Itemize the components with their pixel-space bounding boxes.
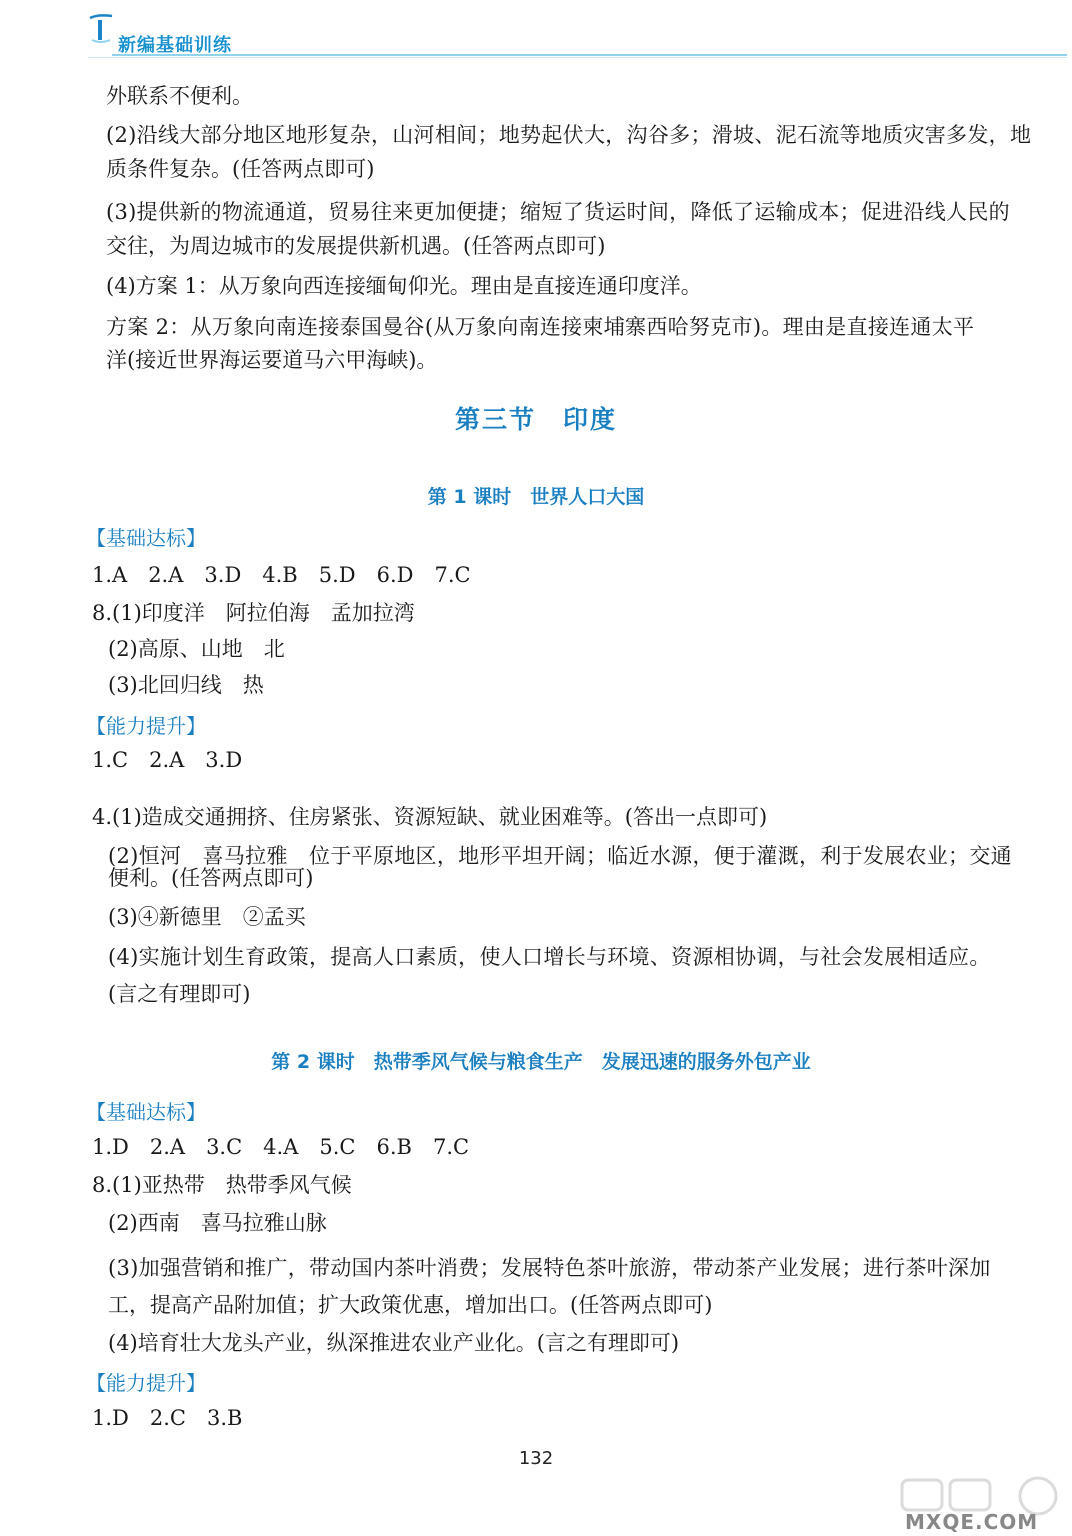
lesson-title: 第 1 课时 世界人口大国 <box>427 486 645 508</box>
ability-tag: 【能力提升】 <box>86 714 206 738</box>
page-number: 132 <box>518 1448 554 1469</box>
text-line: (2)沿线大部分地区地形复杂，山河相间；地势起伏大，沟谷多；滑坡、泥石流等地质灾害多发，地 <box>106 123 1032 147</box>
answer-line: 1.A 2.A 3.D 4.B 5.D 6.D 7.C <box>92 563 471 587</box>
answer-line: 4.(1)造成交通拥挤、住房紧张、资源短缺、就业困难等。(答出一点即可) <box>92 805 768 829</box>
text-line: 外联系不便利。 <box>106 84 253 108</box>
answer-line: 便利。(任答两点即可) <box>108 866 314 890</box>
answer-line: 1.C 2.A 3.D <box>92 748 243 772</box>
answer-line: (4)实施计划生育政策，提高人口素质，使人口增长与环境、资源相协调，与社会发展相适应。 <box>108 945 991 969</box>
answer-line: (4)培育壮大龙头产业，纵深推进农业产业化。(言之有理即可) <box>108 1331 680 1355</box>
answer-line: 1.D 2.A 3.C 4.A 5.C 6.B 7.C <box>92 1135 470 1159</box>
watermark-text: MXQE.COM <box>905 1510 1039 1534</box>
book-logo-icon <box>88 14 114 44</box>
answer-line: (2)恒河 喜马拉雅 位于平原地区，地形平坦开阔；临近水源，便于灌溉，利于发展农业；交通 <box>108 844 1012 868</box>
lesson-title: 第 2 课时 热带季风气候与粮食生产 发展迅速的服务外包产业 <box>271 1051 811 1073</box>
text-line: 质条件复杂。(任答两点即可) <box>106 157 375 181</box>
answer-line: (3)加强营销和推广，带动国内茶叶消费；发展特色茶叶旅游，带动茶产业发展；进行茶叶深加 <box>108 1256 991 1280</box>
answer-line: (3)④新德里 ②孟买 <box>108 905 306 929</box>
page-header <box>0 0 1072 64</box>
text-line: 洋(接近世界海运要道马六甲海峡)。 <box>106 348 438 372</box>
answer-line: (2)高原、山地 北 <box>108 637 285 661</box>
basic-tag: 【基础达标】 <box>86 1100 206 1124</box>
answer-line: 8.(1)印度洋 阿拉伯海 孟加拉湾 <box>92 601 415 625</box>
text-line: 交往，为周边城市的发展提供新机遇。(任答两点即可) <box>106 234 606 258</box>
header-rule <box>112 54 1067 56</box>
answer-line: 8.(1)亚热带 热带季风气候 <box>92 1173 352 1197</box>
text-line: 方案 2：从万象向南连接泰国曼谷(从万象向南连接柬埔寨西哈努克市)。理由是直接连通太平 <box>106 315 975 339</box>
answer-line: (3)北回归线 热 <box>108 673 264 697</box>
basic-tag: 【基础达标】 <box>86 526 206 550</box>
answer-line: 工，提高产品附加值；扩大政策优惠，增加出口。(任答两点即可) <box>108 1293 713 1317</box>
series-title: 新编基础训练 <box>118 35 232 56</box>
answer-line: (2)西南 喜马拉雅山脉 <box>108 1211 327 1235</box>
ability-tag: 【能力提升】 <box>86 1371 206 1395</box>
header-rule-thin <box>88 57 1067 58</box>
text-line: (3)提供新的物流通道，贸易往来更加便捷；缩短了货运时间，降低了运输成本；促进沿线人民的 <box>106 200 1010 224</box>
answer-line: (言之有理即可) <box>108 982 251 1006</box>
section-title: 第三节 印度 <box>454 405 617 434</box>
answer-line: 1.D 2.C 3.B <box>92 1406 243 1430</box>
text-line: (4)方案 1：从万象向西连接缅甸仰光。理由是直接连通印度洋。 <box>106 274 702 298</box>
